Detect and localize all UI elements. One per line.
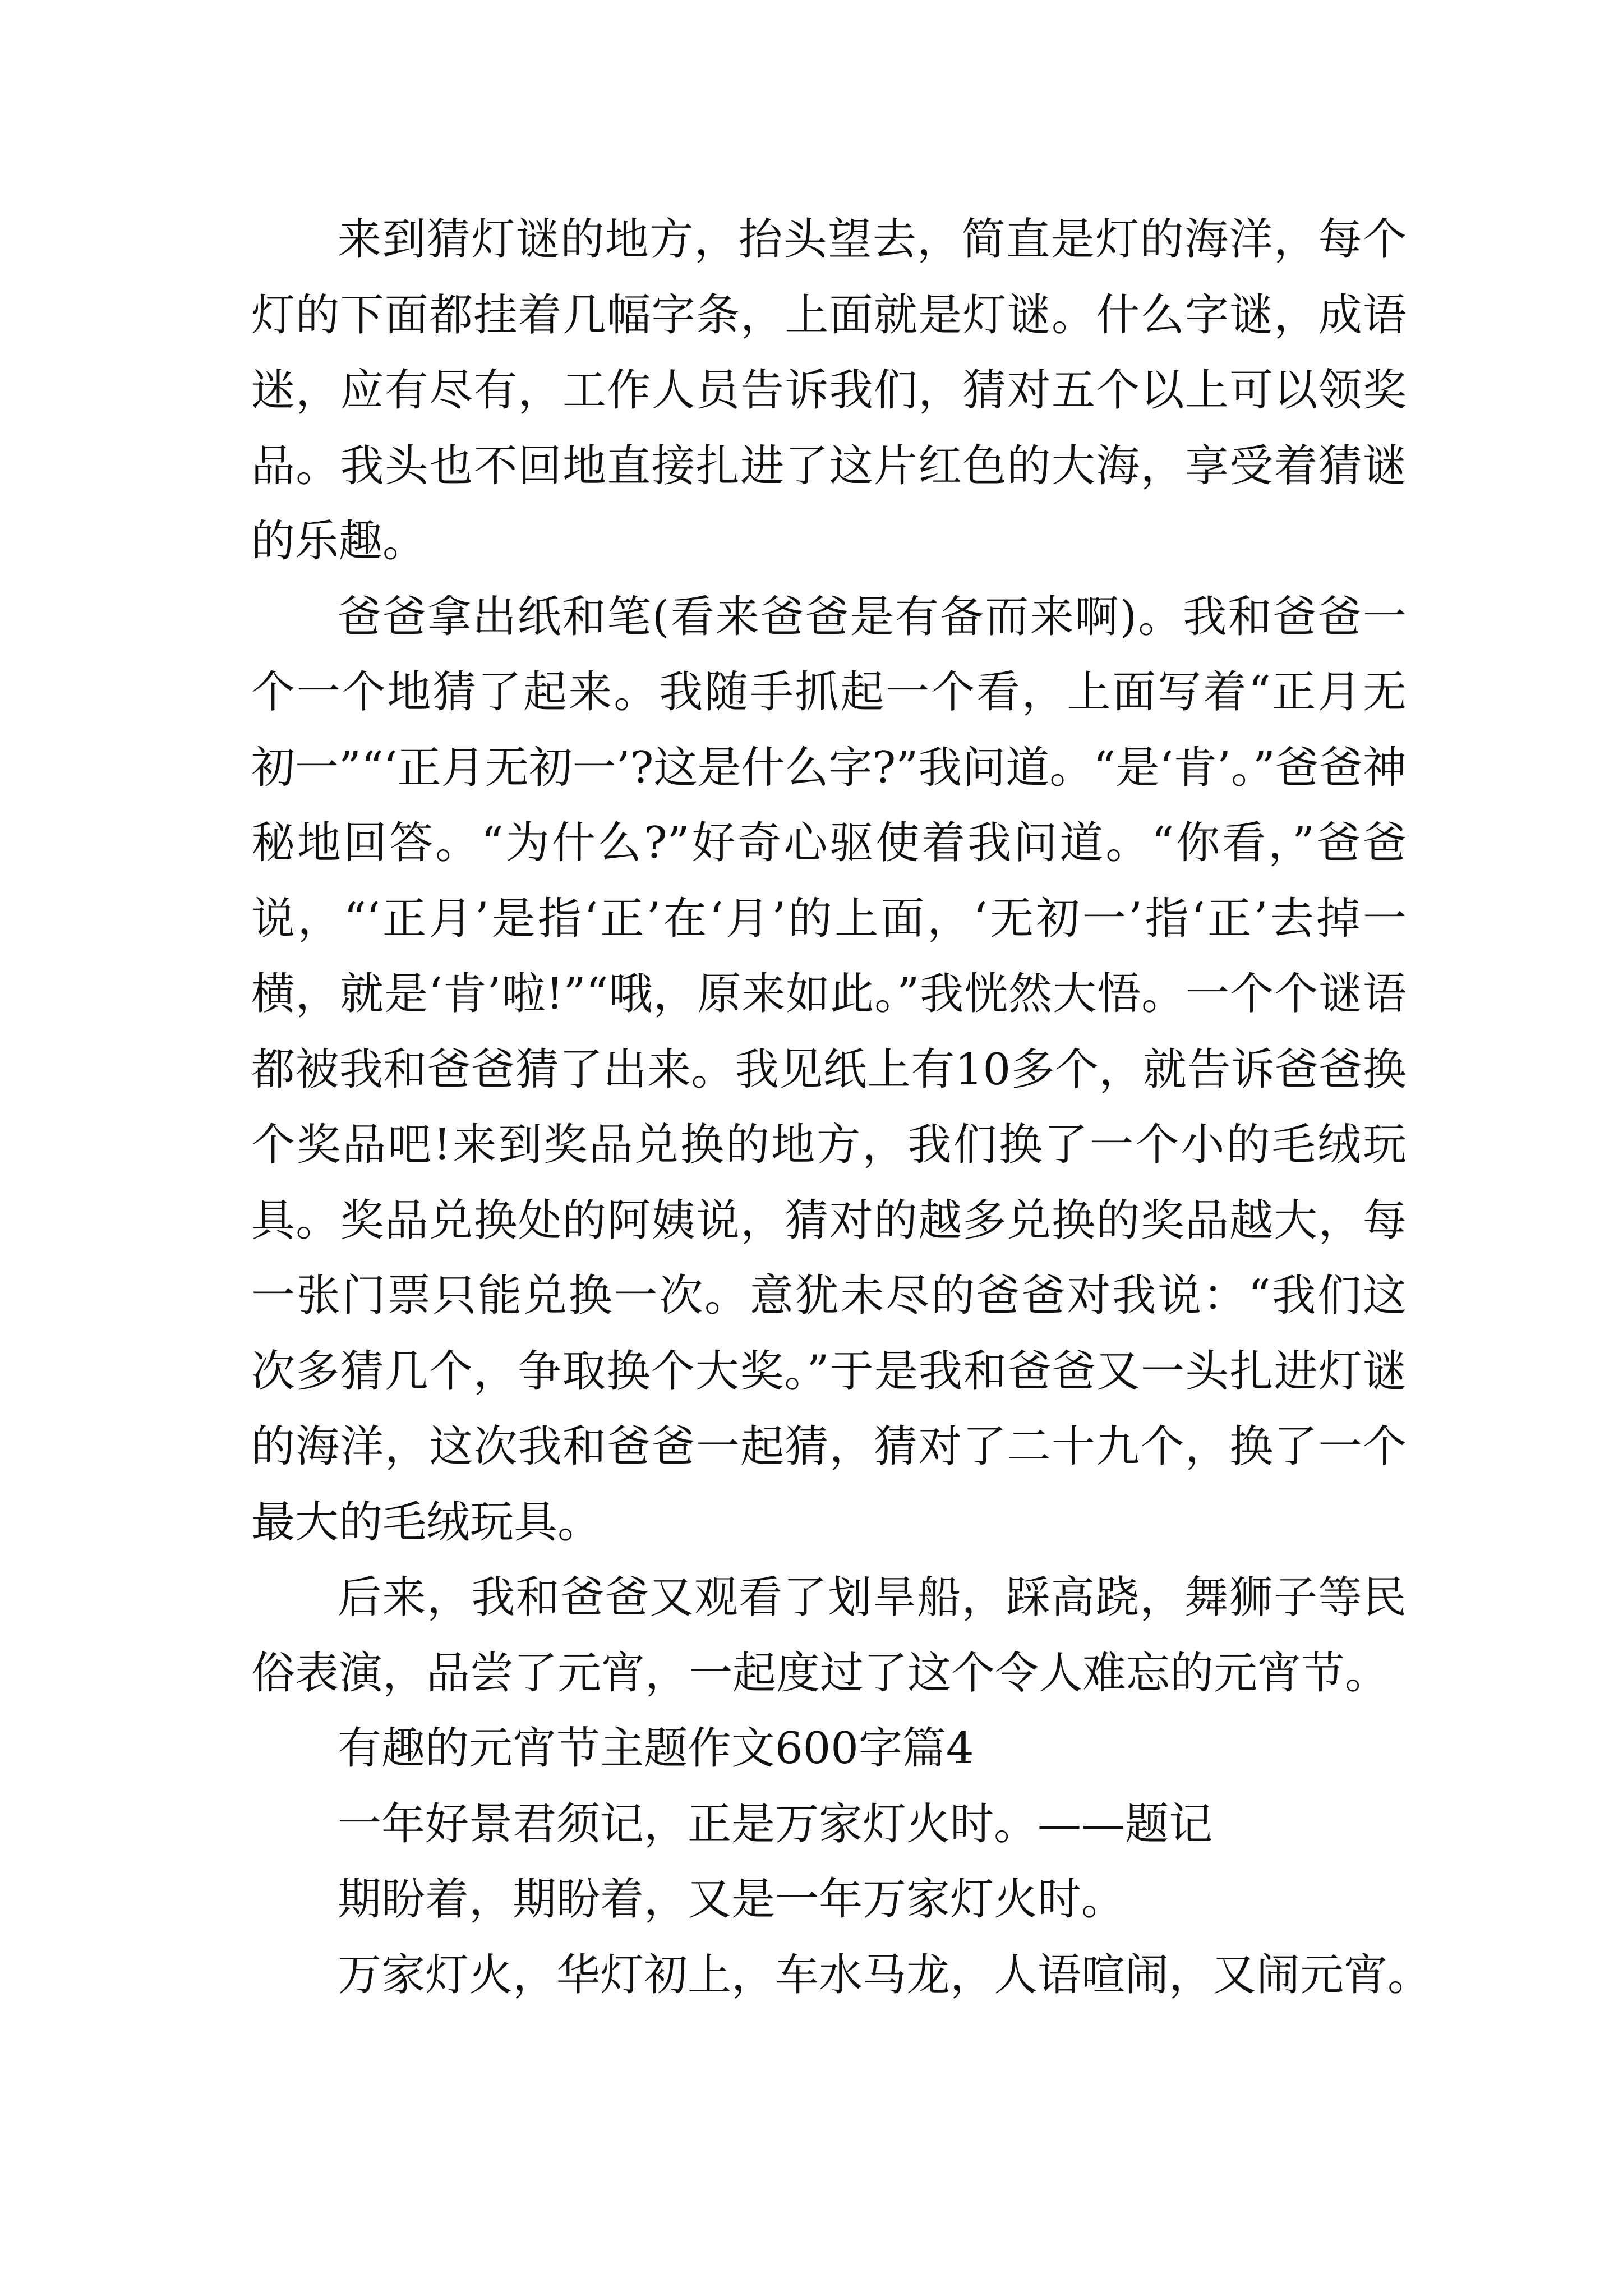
text-line: 期盼着，期盼着，又是一年万家灯火时。 — [338, 1874, 1126, 1925]
paragraph-folk-performances: 后来，我和爸爸又观看了划旱船，踩高跷，舞狮子等民俗表演，品尝了元宵，一起度过了这个令人难忘的元宵节。 — [251, 1572, 1407, 1699]
section-title: 有趣的元宵节主题作文600字篇4 — [338, 1723, 974, 1774]
paragraph-lantern-riddles: 来到猜灯谜的地方，抬头望去，简直是灯的海洋，每个灯的下面都挂着几幅字条，上面就是灯谜。什么字谜，成语迷，应有尽有，工作人员告诉我们，猜对五个以上可以领奖品。我头也不回地直接扎进了这片红色的大海，享受着猜谜的乐趣。 — [251, 214, 1407, 567]
epigraph: 一年好景君须记，正是万家灯火时。——题记 — [338, 1798, 1213, 1849]
paragraph-riddle-guessing: 爸爸拿出纸和笔(看来爸爸是有备而来啊)。我和爸爸一个一个地猜了起来。我随手抓起一个看，上面写着“正月无初一”“‘正月无初一’?这是什么字?”我问道。“是‘肯’。”爸爸神秘地回答。“为什么?”好奇心驱使着我问道。“你看，”爸爸说，“‘正月’是指‘正’在‘月’的上面，‘无初一’指‘正’去掉一横，就是‘肯’啦!”“哦，原来如此。”我恍然大悟。一个个谜语都被我和爸爸猜了出来。我见纸上有10多个，就告诉爸爸换个奖品吧!来到奖品兑换的地方，我们换了一个小的毛绒玩具。奖品兑换处的阿姨说，猜对的越多兑换的奖品越大，每一张门票只能兑换一次。意犹未尽的爸爸对我说：“我们这次多猜几个，争取换个大奖。”于是我和爸爸又一头扎进灯谜的海洋，这次我和爸爸一起猜，猜对了二十九个，换了一个最大的毛绒玩具。 — [251, 591, 1407, 1548]
text-line: 万家灯火，华灯初上，车水马龙，人语喧闹，又闹元宵。 — [338, 1949, 1432, 2000]
essay-body — [251, 202, 1432, 2013]
